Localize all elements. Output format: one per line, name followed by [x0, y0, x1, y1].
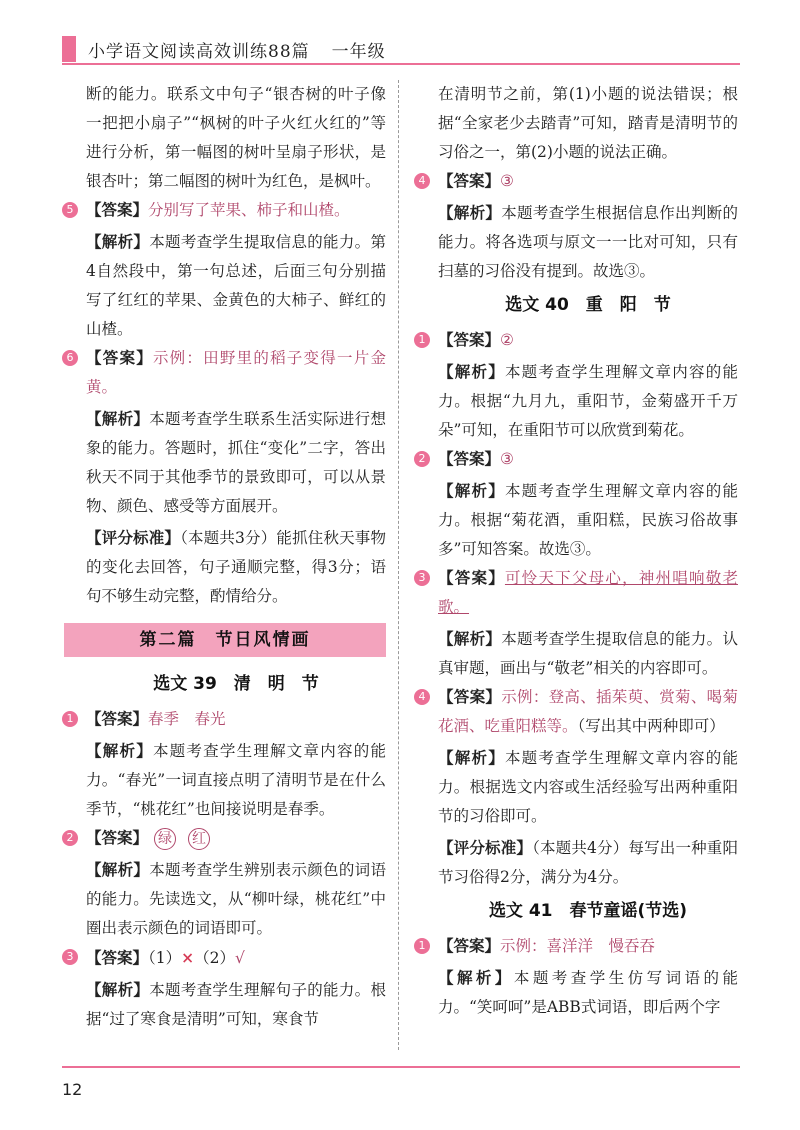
answer-item-6: [66, 344, 386, 611]
passage-title-41: 选文 41 春节童谣(节选): [488, 901, 688, 921]
answer-text: ③: [500, 172, 514, 190]
sub-question-label: （2）: [194, 949, 236, 967]
answer-tag: 【答案】: [438, 569, 505, 587]
header-rule: [62, 63, 740, 65]
book-title-text: 小学语文阅读高效训练88篇: [88, 42, 310, 62]
answer-item-39-4: [418, 167, 738, 286]
analysis-tag: 【解析】: [86, 410, 150, 428]
section-banner: 第二篇 节日风情画: [64, 623, 386, 657]
answer-tag: 【答案】: [86, 349, 153, 367]
answer-tag: 【答案】: [438, 937, 501, 955]
question-number-badge: 4: [414, 173, 430, 189]
circled-answer: 红: [188, 828, 210, 850]
scoring-text: （本题共4分）每写出一种重阳节习俗得2分，满分为4分。: [438, 839, 738, 886]
answer-text: ③: [500, 450, 514, 468]
answer-tag: 【答案】: [438, 331, 501, 349]
answer-tag: 【答案】: [438, 688, 502, 706]
analysis-text: 本题考查学生理解句子的能力。根据“过了寒食是清明”可知，寒食节: [86, 981, 386, 1028]
answer-text: 示例：登高、插茱萸、赏菊、喝菊花酒、吃重阳糕等。: [438, 688, 738, 735]
analysis-text: 本题考查学生仿写词语的能力。“笑呵呵”是ABB式词语，即后两个字: [438, 969, 738, 1016]
answer-text: ②: [500, 331, 514, 349]
analysis-text: 本题考查学生理解文章内容的能力。根据“九月九，重阳节，金菊盛开千万朵”可知，在重阳节可以欣赏到菊花。: [438, 363, 738, 439]
analysis-tag: 【解析】: [438, 482, 505, 500]
answer-text: 春季 春光: [148, 710, 226, 728]
question-number-badge: 1: [414, 332, 430, 348]
page-header: [62, 34, 740, 64]
answer-item-39-2: [66, 824, 386, 943]
answer-tag: 【答案】: [86, 829, 149, 847]
question-number-badge: 6: [62, 350, 78, 366]
answer-text: 分别写了苹果、柿子和山楂。: [148, 201, 350, 219]
answer-item-41-1: [418, 932, 738, 1022]
answer-tag: 【答案】: [438, 172, 501, 190]
answer-item-39-3: [66, 943, 386, 1034]
question-number-badge: 4: [414, 689, 430, 705]
analysis-tag: 【解析】: [438, 749, 505, 767]
answer-item-40-4: [418, 683, 738, 892]
analysis-tag: 【解析】: [86, 233, 150, 251]
sub-question-label: （1）: [148, 949, 182, 967]
question-number-badge: 3: [62, 949, 78, 965]
answer-item-5: [66, 196, 386, 344]
passage-title-40: 选文 40 重 阳 节: [505, 295, 671, 315]
grade-label: 一年级: [331, 42, 386, 62]
question-number-badge: 1: [62, 711, 78, 727]
continued-text: 断的能力。联系文中句子“银杏树的叶子像一把把小扇子”“枫树的叶子火红火红的”等进行分析，第一幅图的树叶呈扇子形状，是银杏叶；第二幅图的树叶为红色，是枫叶。: [86, 85, 386, 190]
analysis-text: 本题考查学生提取信息的能力。认真审题，画出与“敬老”相关的内容即可。: [438, 630, 738, 677]
analysis-text: 本题考查学生理解文章内容的能力。根据选文内容或生活经验写出两种重阳节的习俗即可。: [438, 749, 738, 825]
circled-answer: 绿: [154, 828, 176, 850]
analysis-text: 本题考查学生理解文章内容的能力。根据“菊花酒，重阳糕，民族习俗故事多”可知答案。故选③。: [438, 482, 738, 558]
question-number-badge: 5: [62, 202, 78, 218]
left-column: [66, 80, 386, 1034]
answer-item-40-2: [418, 445, 738, 564]
column-divider: [398, 80, 399, 1050]
answer-text: 可怜天下父母心，神州唱响敬老歌。: [438, 569, 738, 616]
answer-item-39-1: [66, 705, 386, 824]
scoring-tag: 【评分标准】: [86, 529, 181, 547]
continued-text: 在清明节之前，第(1)小题的说法错误；根据“全家老少去踏青”可知，踏青是清明节的习俗之一，第(2)小题的说法正确。: [438, 85, 738, 161]
book-title: [88, 37, 386, 62]
passage-title-39: 选文 39 清 明 节: [153, 674, 319, 694]
analysis-tag: 【解析】: [86, 981, 150, 999]
analysis-text: 本题考查学生根据信息作出判断的能力。将各选项与原文一一比对可知，只有扫墓的习俗没有提到。故选③。: [438, 204, 738, 280]
right-column: [418, 80, 738, 1022]
analysis-tag: 【解析】: [86, 742, 153, 760]
cross-mark-icon: ×: [181, 948, 195, 967]
question-number-badge: 2: [62, 830, 78, 846]
answer-tag: 【答案】: [86, 201, 149, 219]
question-number-badge: 3: [414, 570, 430, 586]
answer-note: （写出其中两种即可）: [577, 717, 725, 735]
answer-tag: 【答案】: [438, 450, 501, 468]
answer-tag: 【答案】: [86, 710, 149, 728]
scoring-text: （本题共3分）能抓住秋天事物的变化去回答，句子通顺完整，得3分；语句不够生动完整，酌情给分。: [86, 529, 386, 605]
answer-tag: 【答案】: [86, 949, 149, 967]
question-number-badge: 2: [414, 451, 430, 467]
answer-text: 示例：喜洋洋 慢吞吞: [500, 937, 656, 955]
check-mark-icon: √: [235, 949, 245, 967]
header-accent-block: [62, 36, 76, 62]
analysis-text: 本题考查学生联系生活实际进行想象的能力。答题时，抓住“变化”二字，答出秋天不同于其他季节的景致即可，可以从景物、颜色、感受等方面展开。: [86, 410, 386, 515]
page-number: 12: [62, 1080, 83, 1099]
analysis-text: 本题考查学生理解文章内容的能力。“春光”一词直接点明了清明节是在什么季节，“桃花红”也间接说明是春季。: [86, 742, 386, 818]
analysis-text: 本题考查学生提取信息的能力。第4自然段中，第一句总述，后面三句分别描写了红红的苹果、金黄色的大柿子、鲜红的山楂。: [86, 233, 386, 338]
analysis-tag: 【解析】: [438, 969, 514, 987]
analysis-tag: 【解析】: [438, 204, 502, 222]
analysis-tag: 【解析】: [438, 630, 502, 648]
analysis-tag: 【解析】: [438, 363, 505, 381]
question-number-badge: 1: [414, 938, 430, 954]
answer-item-40-3: [418, 564, 738, 683]
footer-rule: [62, 1066, 740, 1068]
analysis-text: 本题考查学生辨别表示颜色的词语的能力。先读选文，从“柳叶绿，桃花红”中圈出表示颜色的词语即可。: [86, 861, 386, 937]
analysis-tag: 【解析】: [86, 861, 150, 879]
answer-text: 示例：田野里的稻子变得一片金黄。: [86, 349, 386, 396]
answer-item-40-1: [418, 326, 738, 445]
scoring-tag: 【评分标准】: [438, 839, 533, 857]
